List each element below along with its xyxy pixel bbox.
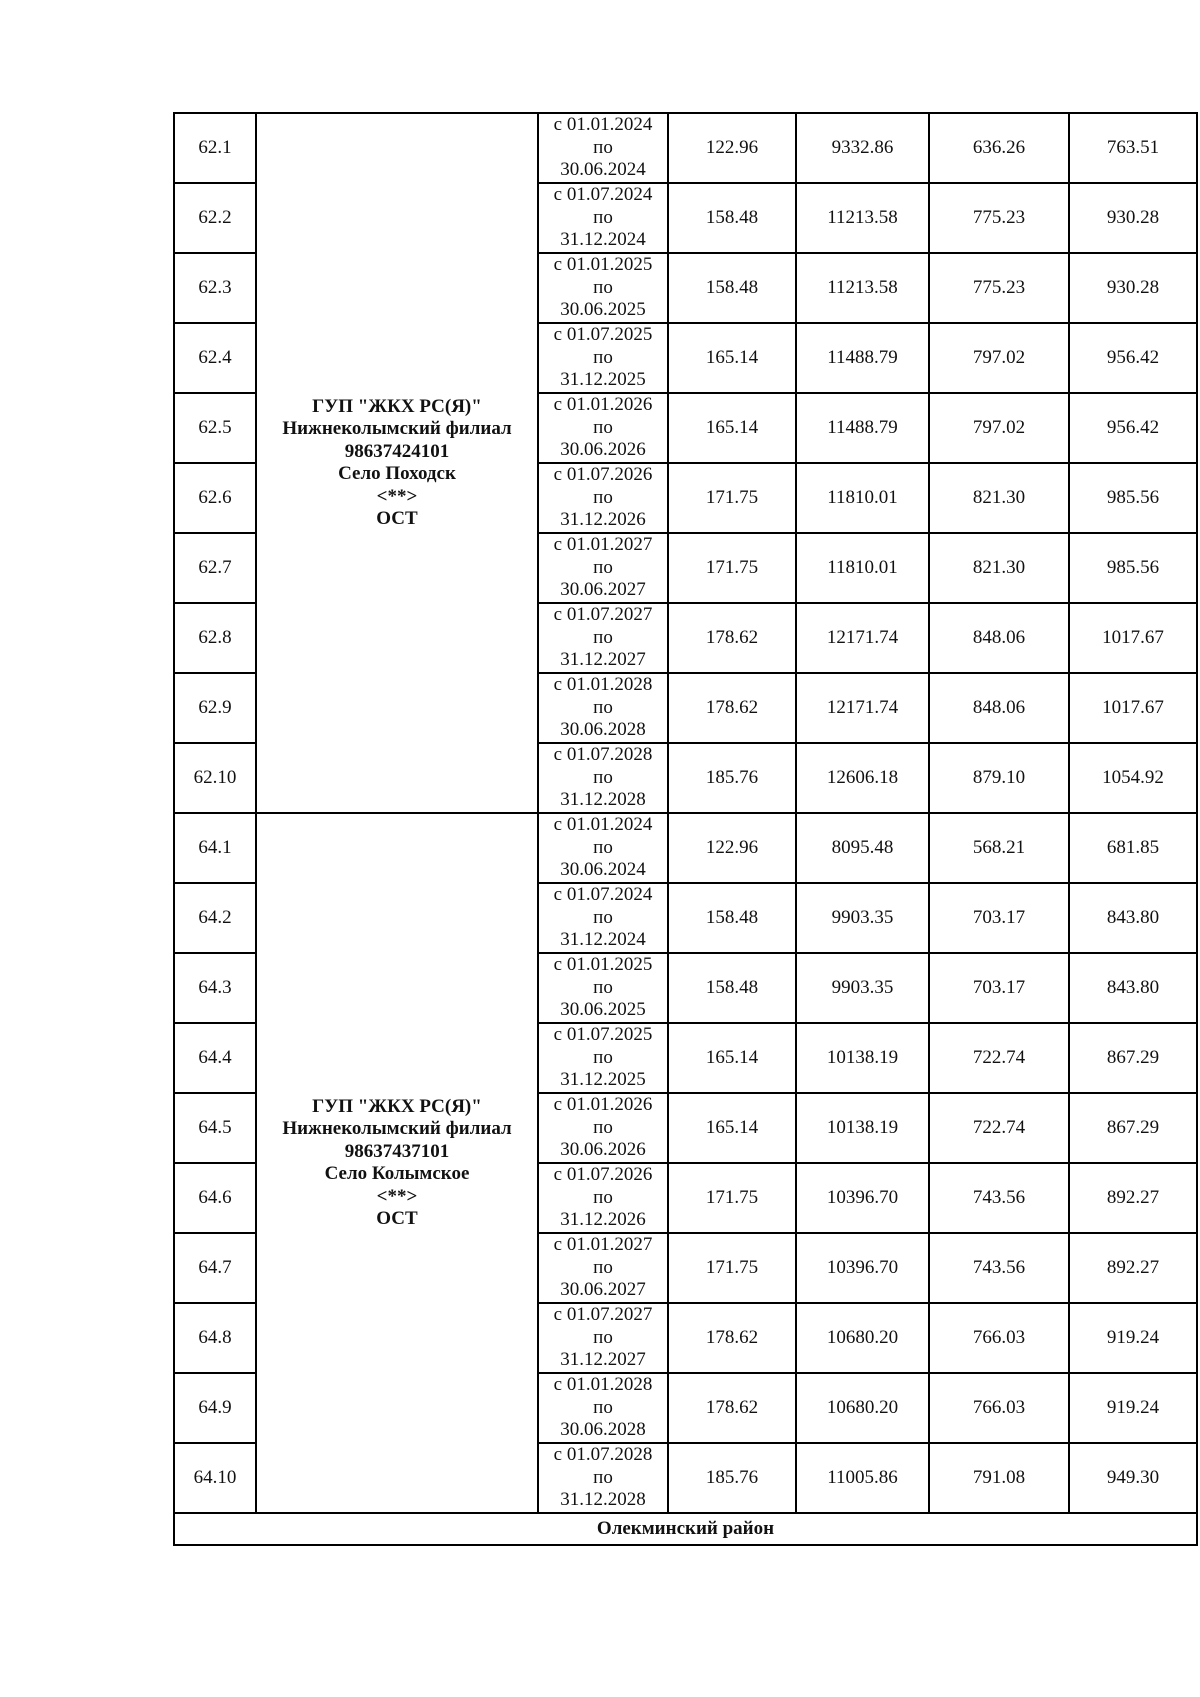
period-from: с 01.01.2027 [553,1234,653,1256]
value-3: 703.17 [929,953,1069,1023]
period-mid: по [593,906,613,928]
value-3: 821.30 [929,463,1069,533]
period-mid: по [593,626,613,648]
period-to: 30.06.2028 [560,719,646,741]
value-2: 10138.19 [796,1093,929,1163]
value-3: 743.56 [929,1163,1069,1233]
value-1: 122.96 [668,813,796,883]
value-1: 158.48 [668,953,796,1023]
period-cell [538,883,668,953]
organization-line: 98637424101 [344,440,450,462]
period-mid: по [593,1466,613,1488]
value-4: 919.24 [1069,1373,1197,1443]
row-number: 62.3 [174,253,256,323]
value-2: 10396.70 [796,1163,929,1233]
period-to: 31.12.2025 [560,369,646,391]
period-mid: по [593,276,613,298]
value-1: 178.62 [668,1373,796,1443]
period-cell [538,1303,668,1373]
district-name: Олекминский район [174,1513,1197,1545]
value-2: 8095.48 [796,813,929,883]
value-2: 12171.74 [796,603,929,673]
district-row [174,1513,1197,1545]
value-3: 791.08 [929,1443,1069,1513]
value-1: 165.14 [668,1093,796,1163]
organization-cell [256,113,538,813]
period-from: с 01.01.2028 [553,1374,653,1396]
value-3: 636.26 [929,113,1069,183]
value-3: 848.06 [929,603,1069,673]
period-to: 31.12.2028 [560,1489,646,1511]
period-from: с 01.01.2026 [553,394,653,416]
period-to: 31.12.2027 [560,649,646,671]
period-mid: по [593,836,613,858]
period-to: 30.06.2025 [560,999,646,1021]
row-number: 64.9 [174,1373,256,1443]
value-2: 10138.19 [796,1023,929,1093]
organization-line: ОСТ [376,1208,418,1229]
value-4: 1017.67 [1069,673,1197,743]
value-4: 1017.67 [1069,603,1197,673]
organization-line: ГУП "ЖКХ РС(Я)" [312,1095,482,1117]
row-number: 62.4 [174,323,256,393]
period-cell [538,1443,668,1513]
period-to: 30.06.2026 [560,1139,646,1161]
period-from: с 01.07.2027 [553,604,653,626]
value-2: 11488.79 [796,393,929,463]
value-2: 10680.20 [796,1303,929,1373]
period-mid: по [593,1186,613,1208]
period-to: 31.12.2024 [560,229,646,251]
period-cell [538,533,668,603]
period-from: с 01.01.2025 [553,254,653,276]
value-2: 11005.86 [796,1443,929,1513]
value-3: 797.02 [929,323,1069,393]
period-cell [538,603,668,673]
period-to: 31.12.2026 [560,509,646,531]
value-4: 892.27 [1069,1233,1197,1303]
period-from: с 01.07.2024 [553,184,653,206]
value-4: 1054.92 [1069,743,1197,813]
value-4: 930.28 [1069,183,1197,253]
row-number: 62.2 [174,183,256,253]
period-to: 31.12.2024 [560,929,646,951]
period-mid: по [593,1396,613,1418]
row-number: 64.10 [174,1443,256,1513]
period-mid: по [593,136,613,158]
period-mid: по [593,416,613,438]
value-3: 568.21 [929,813,1069,883]
value-2: 11810.01 [796,463,929,533]
organization-line: ГУП "ЖКХ РС(Я)" [312,395,482,417]
period-mid: по [593,1326,613,1348]
period-from: с 01.01.2028 [553,674,653,696]
period-to: 31.12.2025 [560,1069,646,1091]
row-number: 62.6 [174,463,256,533]
row-number: 62.5 [174,393,256,463]
value-3: 766.03 [929,1303,1069,1373]
period-mid: по [593,206,613,228]
value-1: 171.75 [668,463,796,533]
value-3: 848.06 [929,673,1069,743]
period-from: с 01.07.2028 [553,744,653,766]
period-cell [538,113,668,183]
row-number: 62.10 [174,743,256,813]
value-1: 185.76 [668,743,796,813]
value-2: 9903.35 [796,883,929,953]
period-from: с 01.07.2025 [553,1024,653,1046]
organization-line: 98637437101 [344,1140,450,1162]
row-number: 62.1 [174,113,256,183]
period-to: 31.12.2026 [560,1209,646,1231]
value-2: 11810.01 [796,533,929,603]
value-4: 867.29 [1069,1023,1197,1093]
period-cell [538,953,668,1023]
value-4: 681.85 [1069,813,1197,883]
period-cell [538,1233,668,1303]
period-from: с 01.01.2026 [553,1094,653,1116]
value-1: 178.62 [668,1303,796,1373]
table-row [174,113,1197,183]
period-to: 30.06.2026 [560,439,646,461]
period-from: с 01.07.2026 [553,1164,653,1186]
value-1: 158.48 [668,253,796,323]
value-3: 775.23 [929,253,1069,323]
period-to: 30.06.2027 [560,579,646,601]
row-number: 62.8 [174,603,256,673]
value-4: 843.80 [1069,953,1197,1023]
value-4: 867.29 [1069,1093,1197,1163]
value-4: 956.42 [1069,323,1197,393]
period-cell [538,813,668,883]
value-1: 122.96 [668,113,796,183]
row-number: 64.1 [174,813,256,883]
value-3: 821.30 [929,533,1069,603]
row-number: 62.7 [174,533,256,603]
value-4: 919.24 [1069,1303,1197,1373]
period-mid: по [593,696,613,718]
period-to: 30.06.2025 [560,299,646,321]
tariff-table-body [174,113,1197,1545]
period-cell [538,463,668,533]
period-from: с 01.01.2024 [553,814,653,836]
value-4: 930.28 [1069,253,1197,323]
value-2: 9903.35 [796,953,929,1023]
row-number: 64.4 [174,1023,256,1093]
value-3: 797.02 [929,393,1069,463]
value-4: 985.56 [1069,533,1197,603]
value-2: 10680.20 [796,1373,929,1443]
period-from: с 01.01.2024 [553,114,653,136]
period-cell [538,1163,668,1233]
period-from: с 01.07.2027 [553,1304,653,1326]
period-to: 30.06.2024 [560,859,646,881]
value-1: 178.62 [668,603,796,673]
value-3: 722.74 [929,1093,1069,1163]
value-2: 12606.18 [796,743,929,813]
row-number: 64.3 [174,953,256,1023]
period-to: 30.06.2024 [560,159,646,181]
period-cell [538,183,668,253]
period-mid: по [593,486,613,508]
period-from: с 01.07.2028 [553,1444,653,1466]
organization-line: Нижнеколымский филиал [282,418,512,439]
period-mid: по [593,766,613,788]
period-mid: по [593,556,613,578]
value-4: 956.42 [1069,393,1197,463]
row-number: 64.2 [174,883,256,953]
period-cell [538,1373,668,1443]
value-2: 11213.58 [796,253,929,323]
period-cell [538,1093,668,1163]
value-1: 178.62 [668,673,796,743]
value-3: 722.74 [929,1023,1069,1093]
row-number: 62.9 [174,673,256,743]
period-cell [538,323,668,393]
value-1: 171.75 [668,1233,796,1303]
organization-cell [256,813,538,1513]
value-1: 158.48 [668,883,796,953]
period-mid: по [593,1116,613,1138]
row-number: 64.6 [174,1163,256,1233]
table-row [174,813,1197,883]
value-2: 10396.70 [796,1233,929,1303]
organization-line: Нижнеколымский филиал [282,1118,512,1139]
organization-line: Село Походск [338,463,456,484]
row-number: 64.7 [174,1233,256,1303]
value-3: 766.03 [929,1373,1069,1443]
period-mid: по [593,976,613,998]
period-cell [538,1023,668,1093]
value-1: 171.75 [668,533,796,603]
value-3: 879.10 [929,743,1069,813]
period-to: 31.12.2027 [560,1349,646,1371]
value-4: 985.56 [1069,463,1197,533]
organization-line: Село Колымское [324,1163,470,1184]
period-to: 31.12.2028 [560,789,646,811]
period-from: с 01.01.2027 [553,534,653,556]
period-to: 30.06.2028 [560,1419,646,1441]
value-4: 763.51 [1069,113,1197,183]
row-number: 64.8 [174,1303,256,1373]
value-1: 165.14 [668,323,796,393]
value-3: 743.56 [929,1233,1069,1303]
period-mid: по [593,1256,613,1278]
value-2: 11488.79 [796,323,929,393]
organization-line: <**> [376,1185,418,1207]
organization-line: <**> [376,485,418,507]
tariff-table [173,112,1198,1546]
value-3: 703.17 [929,883,1069,953]
period-mid: по [593,346,613,368]
period-mid: по [593,1046,613,1068]
value-1: 158.48 [668,183,796,253]
period-from: с 01.07.2025 [553,324,653,346]
value-4: 892.27 [1069,1163,1197,1233]
value-2: 12171.74 [796,673,929,743]
period-from: с 01.01.2025 [553,954,653,976]
value-2: 9332.86 [796,113,929,183]
period-cell [538,673,668,743]
period-cell [538,743,668,813]
period-from: с 01.07.2024 [553,884,653,906]
period-cell [538,393,668,463]
value-3: 775.23 [929,183,1069,253]
period-from: с 01.07.2026 [553,464,653,486]
period-to: 30.06.2027 [560,1279,646,1301]
value-1: 171.75 [668,1163,796,1233]
value-4: 843.80 [1069,883,1197,953]
period-cell [538,253,668,323]
value-1: 185.76 [668,1443,796,1513]
value-4: 949.30 [1069,1443,1197,1513]
value-1: 165.14 [668,393,796,463]
organization-line: ОСТ [376,508,418,529]
value-2: 11213.58 [796,183,929,253]
value-1: 165.14 [668,1023,796,1093]
row-number: 64.5 [174,1093,256,1163]
